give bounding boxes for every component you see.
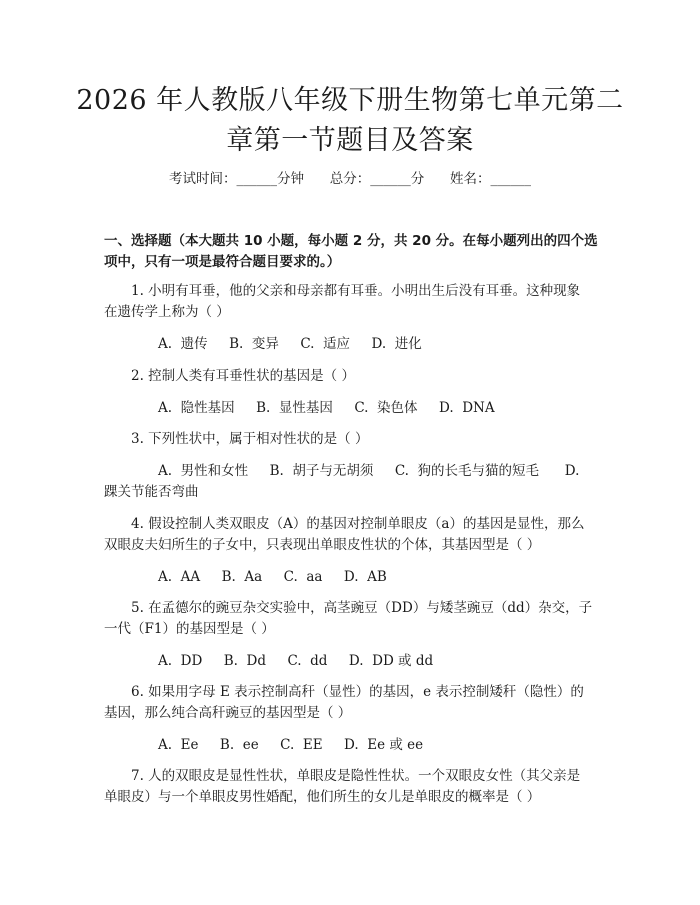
document-title-line-1: 2026 年人教版八年级下册生物第七单元第二 xyxy=(76,85,624,116)
document-title-line-2: 章第一节题目及答案 xyxy=(226,125,474,156)
question-4-line-1: 4. 假设控制人类双眼皮（A）的基因对控制单眼皮（a）的基因是显性，那么 xyxy=(131,516,585,532)
question-1-line-2: 在遗传学上称为（ ） xyxy=(104,304,230,320)
question-2-options: A. 隐性基因 B. 显性基因 C. 染色体 D. DNA xyxy=(158,400,495,416)
question-1-options: A. 遗传 B. 变异 C. 适应 D. 进化 xyxy=(158,336,422,352)
question-7-line-2: 单眼皮）与一个单眼皮男性婚配，他们所生的女儿是单眼皮的概率是（ ） xyxy=(104,789,541,805)
question-5-line-1: 5. 在孟德尔的豌豆杂交实验中，高茎豌豆（DD）与矮茎豌豆（dd）杂交，子 xyxy=(131,600,593,616)
question-2-line-1: 2. 控制人类有耳垂性状的基因是（ ） xyxy=(131,368,355,384)
question-4-options: A. AA B. Aa C. aa D. AB xyxy=(158,569,387,585)
section-heading-line-1: 一、选择题（本大题共 10 小题，每小题 2 分，共 20 分。在每小题列出的四个选 xyxy=(104,233,598,249)
question-6-line-2: 基因，那么纯合高秆豌豆的基因型是（ ） xyxy=(104,705,352,721)
question-6-line-1: 6. 如果用字母 E 表示控制高秆（显性）的基因，e 表示控制矮秆（隐性）的 xyxy=(131,684,584,700)
section-heading-line-2: 项中，只有一项是最符合题目要求的。） xyxy=(104,254,341,270)
exam-info: 考试时间：______分钟 总分：______分 姓名：______ xyxy=(169,171,531,187)
question-3-line-1: 3. 下列性状中，属于相对性状的是（ ） xyxy=(131,431,369,447)
question-3-options-line-2: 踝关节能否弯曲 xyxy=(104,484,199,500)
question-5-line-2: 一代（F1）的基因型是（ ） xyxy=(104,621,275,637)
question-6-options: A. Ee B. ee C. EE D. Ee 或 ee xyxy=(158,737,424,753)
question-3-options-line-1: A. 男性和女性 B. 胡子与无胡须 C. 狗的长毛与猫的短毛 D. xyxy=(158,463,580,479)
question-5-options: A. DD B. Dd C. dd D. DD 或 dd xyxy=(158,653,434,669)
question-4-line-2: 双眼皮夫妇所生的子女中，只表现出单眼皮性状的个体，其基因型是（ ） xyxy=(104,537,541,553)
question-7-line-1: 7. 人的双眼皮是显性性状，单眼皮是隐性性状。一个双眼皮女性（其父亲是 xyxy=(131,768,581,784)
question-1-line-1: 1. 小明有耳垂，他的父亲和母亲都有耳垂。小明出生后没有耳垂。这种现象 xyxy=(131,283,581,299)
